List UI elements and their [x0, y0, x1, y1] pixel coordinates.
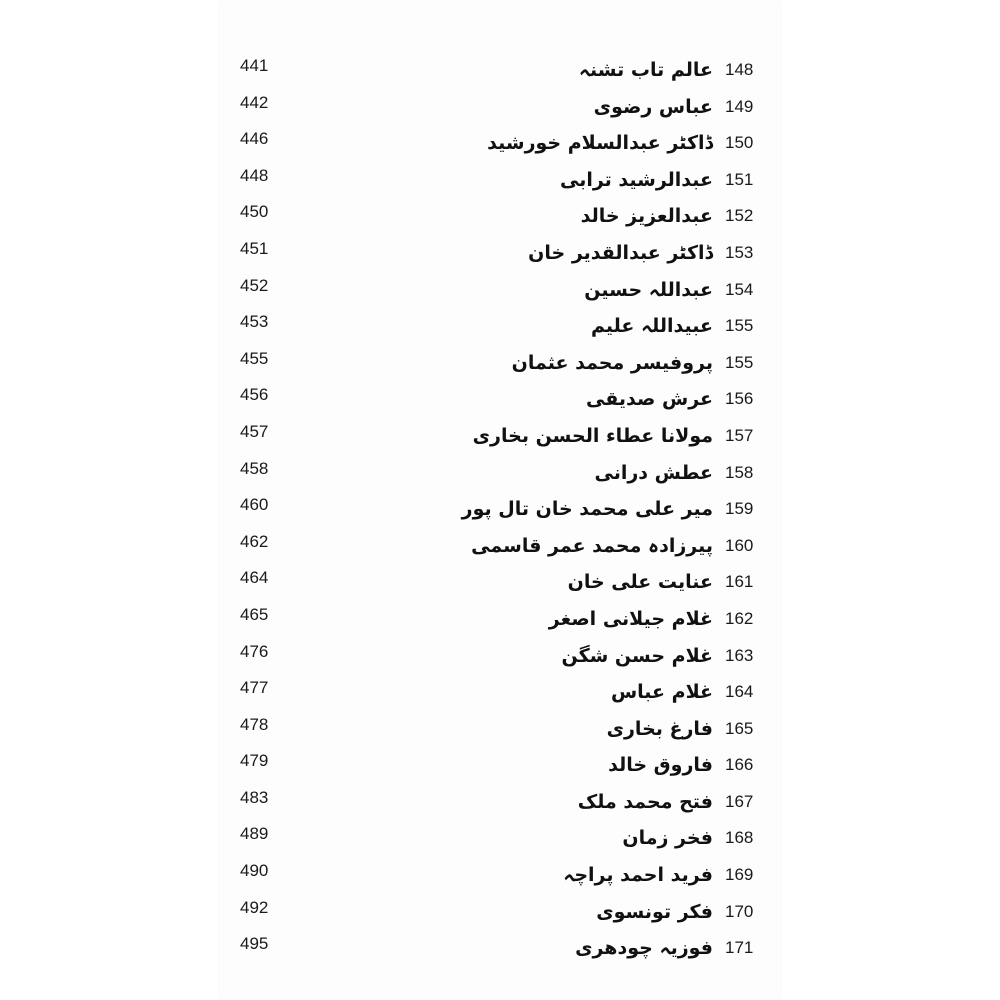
toc-row: [0, 89, 1000, 126]
toc-page-number: 452: [240, 275, 269, 295]
toc-row: [0, 711, 1000, 748]
toc-entry: [471, 528, 755, 564]
toc-row: [0, 674, 1000, 711]
toc-row: [0, 857, 1000, 894]
toc-row: [0, 162, 1000, 199]
toc-page-number: 456: [240, 385, 269, 405]
toc-entry: [586, 381, 755, 417]
toc-entry: [579, 52, 755, 88]
toc-page-number: 465: [240, 604, 269, 624]
toc-entry: [462, 491, 755, 527]
toc-page-number: 483: [240, 787, 269, 807]
toc-page-number: 451: [240, 238, 269, 258]
toc-entry: [568, 564, 755, 600]
toc-serial-number: 151: [725, 169, 754, 189]
toc-page-number: 479: [240, 751, 269, 771]
toc-page-number: 489: [240, 824, 269, 844]
toc-page-number: 458: [240, 458, 269, 478]
toc-row: [0, 455, 1000, 492]
toc-entry-name: فارغ بخاری: [606, 717, 713, 740]
toc-entry-name: مولانا عطاء الحسن بخاری: [472, 424, 713, 447]
toc-page-number: 450: [240, 202, 269, 222]
toc-serial-number: 155: [725, 316, 754, 336]
toc-entry-name: غلام جیلانی اصغر: [548, 607, 713, 630]
toc-row: [0, 747, 1000, 784]
toc-page-number: 457: [240, 421, 269, 441]
toc-row: [0, 308, 1000, 345]
toc-entry-name: فاروق خالد: [608, 754, 713, 777]
toc-entry-name: فوزیہ چودھری: [575, 937, 713, 960]
toc-entry-name: فخر زمان: [622, 827, 713, 850]
toc-row: [0, 345, 1000, 382]
toc-entry-name: عبداللہ حسین: [584, 278, 713, 301]
toc-entry: [512, 345, 755, 381]
toc-row: [0, 638, 1000, 675]
toc-entry-name: غلام حسن شگن: [561, 644, 713, 667]
toc-entry: [594, 89, 755, 125]
toc-page-number: 446: [240, 129, 269, 149]
toc-row: [0, 125, 1000, 162]
toc-serial-number: 159: [725, 499, 754, 519]
toc-row: [0, 491, 1000, 528]
toc-page-number: 477: [240, 678, 269, 698]
toc-page-number: 464: [240, 568, 269, 588]
toc-entry-name: عطش درانی: [594, 461, 713, 484]
toc-serial-number: 166: [725, 755, 754, 775]
toc-entry: [608, 747, 755, 783]
toc-serial-number: 156: [725, 389, 754, 409]
toc-serial-number: 167: [725, 791, 754, 811]
toc-serial-number: 164: [725, 682, 754, 702]
toc-entry: [560, 162, 755, 198]
toc-entry: [578, 784, 755, 820]
toc-entry-name: پیرزادہ محمد عمر قاسمی: [471, 534, 713, 557]
toc-entry-name: میر علی محمد خان تال پور: [461, 498, 713, 521]
toc-page-number: 462: [240, 531, 269, 551]
toc-entry: [487, 125, 755, 161]
toc-page-number: 455: [240, 348, 269, 368]
toc-entry: [607, 711, 755, 747]
toc-row: [0, 52, 1000, 89]
toc-entry: [594, 455, 755, 491]
table-of-contents: [0, 52, 1000, 967]
toc-row: [0, 930, 1000, 967]
toc-entry-name: عنایت علی خان: [567, 571, 713, 594]
toc-entry: [584, 272, 755, 308]
toc-page-number: 478: [240, 714, 269, 734]
toc-row: [0, 235, 1000, 272]
toc-entry: [561, 638, 755, 674]
toc-entry: [473, 418, 755, 454]
toc-entry-name: عبدالرشید ترابی: [559, 168, 713, 191]
toc-serial-number: 152: [725, 206, 754, 226]
toc-serial-number: 162: [725, 608, 754, 628]
toc-page-number: 441: [240, 56, 269, 75]
toc-row: [0, 784, 1000, 821]
toc-row: [0, 381, 1000, 418]
toc-serial-number: 168: [725, 828, 754, 848]
toc-page-number: 453: [240, 312, 269, 332]
toc-serial-number: 155: [725, 352, 754, 372]
toc-entry: [563, 857, 755, 893]
toc-serial-number: 165: [725, 718, 754, 738]
toc-entry-name: ڈاکٹر عبدالقدیر خان: [528, 241, 713, 264]
toc-row: [0, 820, 1000, 857]
toc-entry: [528, 235, 755, 271]
toc-entry-name: فرید احمد پراچہ: [563, 864, 713, 887]
toc-entry-name: عبیداللہ علیم: [590, 315, 713, 338]
toc-page-number: 448: [240, 165, 269, 185]
toc-entry-name: فتح محمد ملک: [577, 790, 713, 813]
toc-row: [0, 418, 1000, 455]
toc-serial-number: 163: [725, 645, 754, 665]
toc-page-number: 442: [240, 92, 269, 112]
toc-page-number: 476: [240, 641, 269, 661]
toc-entry-name: عبدالعزیز خالد: [580, 205, 713, 228]
toc-row: [0, 198, 1000, 235]
toc-page-number: 460: [240, 495, 269, 515]
toc-entry-name: عرش صدیقی: [586, 388, 713, 411]
toc-row: [0, 894, 1000, 931]
toc-page-number: 490: [240, 861, 269, 881]
toc-serial-number: 171: [725, 938, 754, 958]
toc-entry-name: ڈاکٹر عبدالسلام خورشید: [487, 132, 713, 155]
toc-serial-number: 148: [725, 60, 754, 79]
toc-row: [0, 564, 1000, 601]
toc-entry-name: عالم تاب تشنہ: [578, 59, 713, 81]
toc-entry-name: عباس رضوی: [593, 95, 713, 118]
toc-serial-number: 169: [725, 865, 754, 885]
toc-serial-number: 154: [725, 279, 754, 299]
toc-row: [0, 528, 1000, 565]
toc-serial-number: 157: [725, 425, 754, 445]
toc-serial-number: 160: [725, 535, 754, 555]
toc-row: [0, 601, 1000, 638]
toc-entry-name: غلام عباس: [610, 681, 713, 704]
toc-serial-number: 170: [725, 901, 754, 921]
toc-entry-name: فکر تونسوی: [596, 900, 713, 923]
toc-entry: [596, 894, 755, 930]
toc-entry-name: پروفیسر محمد عثمان: [511, 351, 713, 374]
toc-entry: [575, 930, 755, 966]
toc-entry: [622, 820, 755, 856]
toc-serial-number: 161: [725, 572, 754, 592]
toc-serial-number: 153: [725, 242, 754, 262]
toc-entry: [591, 308, 755, 344]
toc-entry: [611, 674, 755, 710]
toc-serial-number: 149: [725, 96, 754, 116]
toc-serial-number: 158: [725, 462, 754, 482]
toc-page-number: 492: [240, 897, 269, 917]
toc-serial-number: 150: [725, 133, 754, 153]
toc-entry: [549, 601, 755, 637]
toc-page-number: 495: [240, 934, 269, 954]
toc-row: [0, 272, 1000, 309]
toc-entry: [581, 198, 755, 234]
